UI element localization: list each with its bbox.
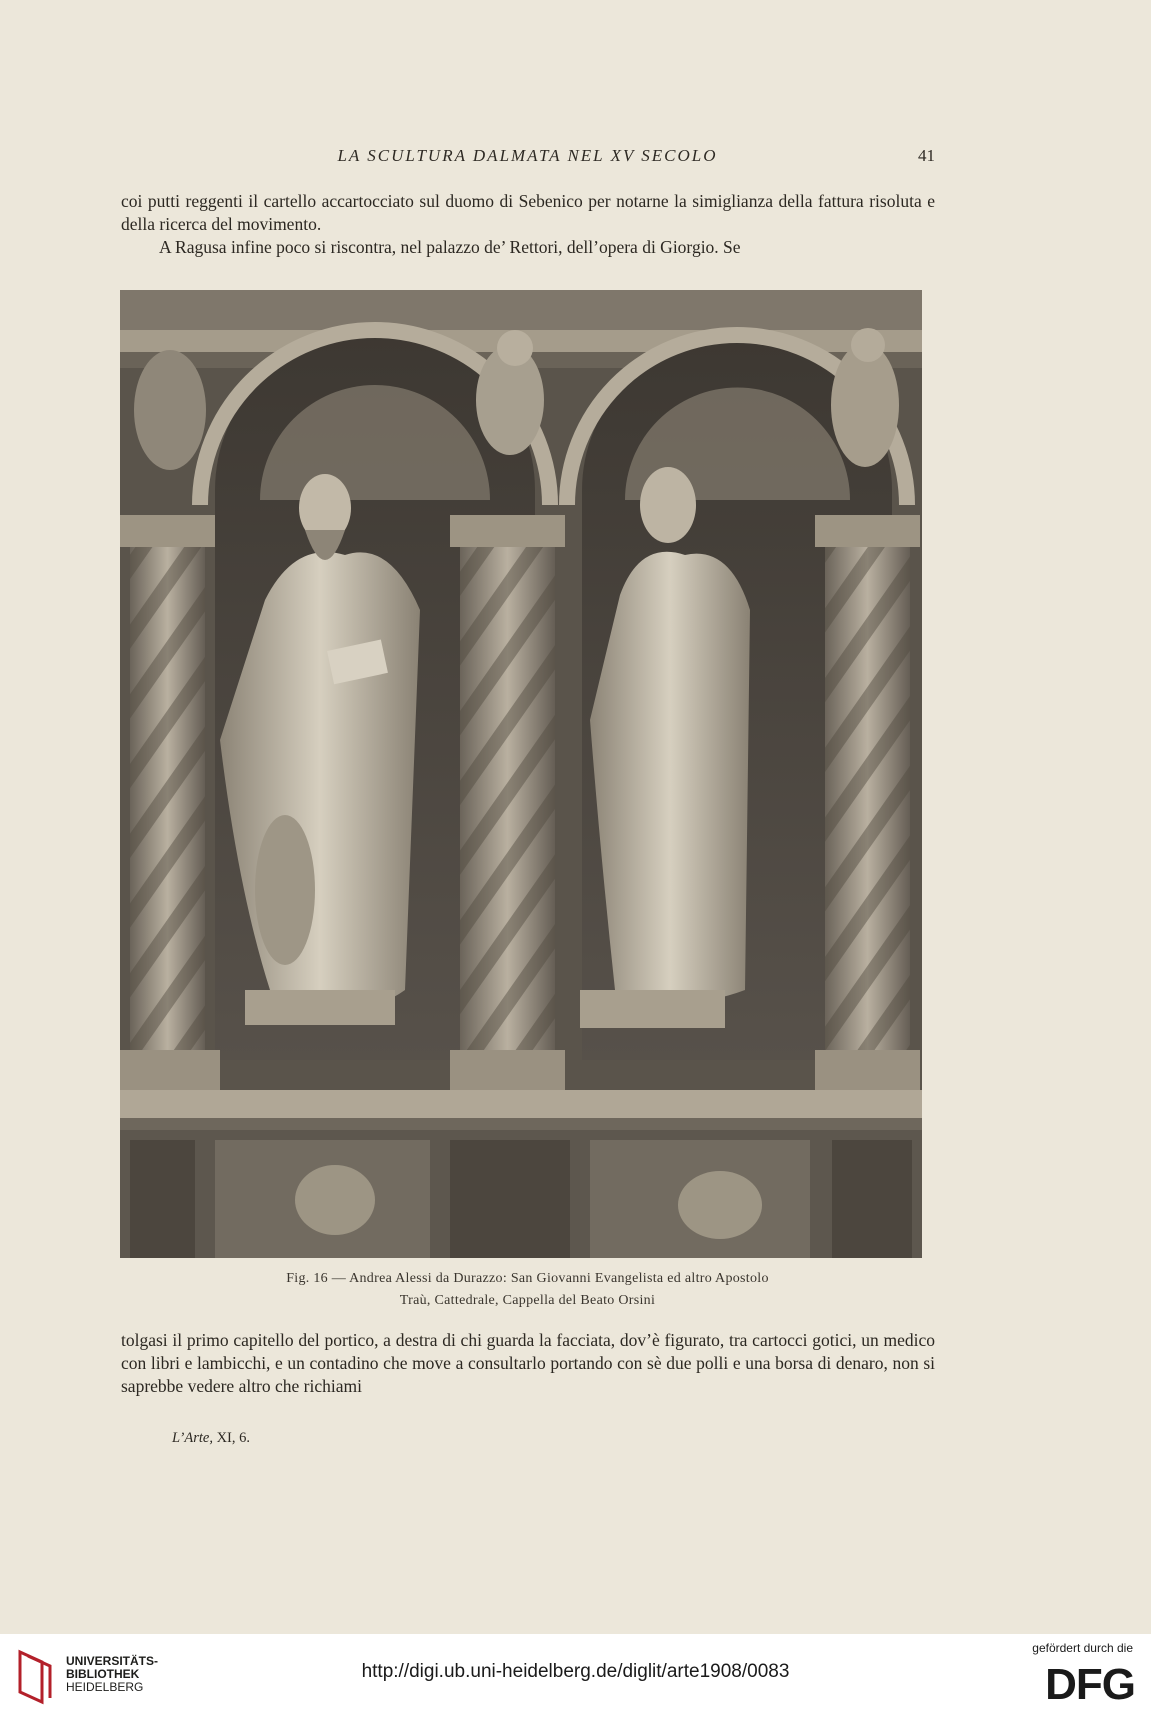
journal-name: L’Arte, — [172, 1430, 213, 1446]
paragraph: A Ragusa infine poco si riscontra, nel palazzo de’ Rettori, dell’opera di Giorgio. Se — [159, 237, 741, 257]
running-title: LA SCULTURA DALMATA NEL XV SECOLO — [337, 146, 718, 165]
library-name-line: BIBLIOTHEK — [66, 1667, 140, 1681]
funding-note: gefördert durch die — [1032, 1641, 1133, 1655]
body-text-top — [121, 190, 935, 259]
journal-volume: XI, 6. — [216, 1430, 251, 1446]
paragraph: tolgasi il primo capitello del portico, a destra di chi guarda la facciata, dov’è figurato, tra cartocci gotici, un medico con libri e lambicchi, e un contadino che move a consultarlo portando con sè due polli e una borsa di denaro, non si saprebbe vedere altro che richiami — [121, 1330, 935, 1396]
sculpture-photo-illustration — [120, 290, 922, 1258]
running-head — [120, 146, 935, 170]
digital-library-url[interactable]: http://digi.ub.uni-heidelberg.de/diglit/arte1908/0083 — [361, 1661, 790, 1682]
journal-signature — [172, 1430, 250, 1447]
page-number: 41 — [918, 146, 935, 165]
funder-logo: DFG — [1045, 1660, 1135, 1709]
figure-caption-location: Traù, Cattedrale, Cappella del Beato Orsini — [399, 1293, 656, 1308]
figure-photograph — [120, 290, 922, 1258]
body-text-bottom — [121, 1329, 935, 1398]
paragraph: coi putti reggenti il cartello accartocciato sul duomo di Sebenico per notarne la simiglianza della fattura risoluta e della ricerca del movimento. — [121, 191, 935, 234]
figure-caption-title: Fig. 16 — Andrea Alessi da Durazzo: San Giovanni Evangelista ed altro Apostolo — [286, 1271, 769, 1286]
library-name-line: HEIDELBERG — [66, 1680, 144, 1694]
library-name-line: UNIVERSITÄTS- — [66, 1654, 159, 1668]
